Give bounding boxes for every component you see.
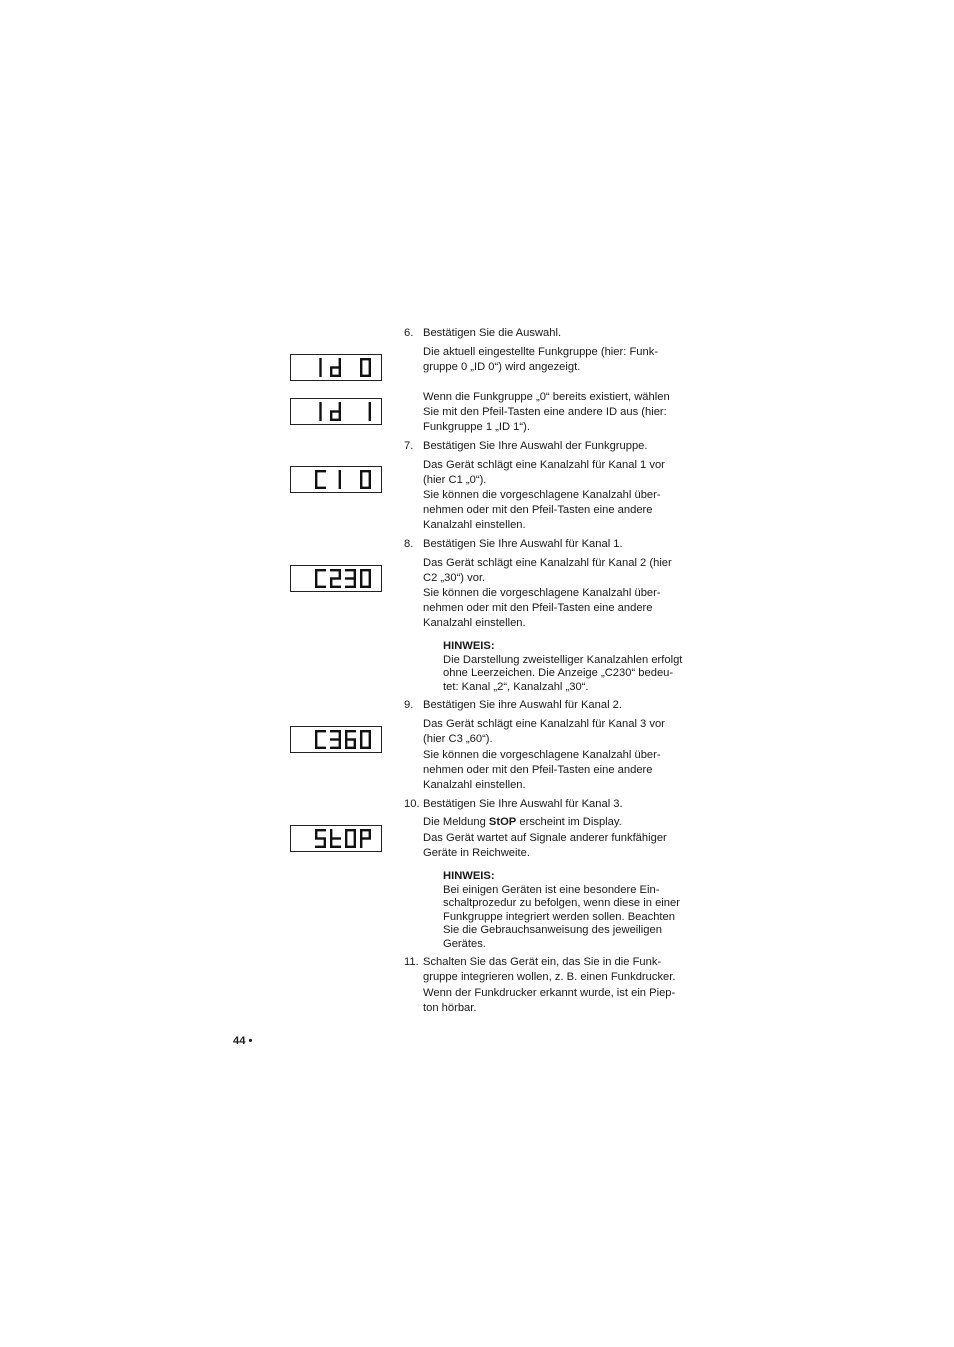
- note-1-title: HINWEIS:: [443, 640, 495, 652]
- lcd-segment: [315, 470, 317, 480]
- lcd-segment: [345, 586, 356, 588]
- page-number: 44 •: [233, 1035, 253, 1047]
- lcd-segment: [360, 358, 362, 368]
- lcd-display-stop: [290, 825, 382, 852]
- lcd-segment: [369, 730, 371, 740]
- stop-keyword: StOP: [488, 816, 517, 828]
- lcd-segment: [360, 730, 362, 740]
- lcd-display-c230: [290, 565, 382, 592]
- step-6-title: Bestätigen Sie die Auswahl.: [423, 327, 562, 339]
- lcd-segment: [369, 829, 371, 839]
- lcd-segment: [339, 480, 341, 490]
- step-9-paragraph-1: Das Gerät schlägt eine Kanalzahl für Kanal 3 vor (hier C3 „60“).: [423, 718, 665, 745]
- step-7-number: 7.: [404, 440, 414, 452]
- lcd-segment: [339, 402, 341, 412]
- note-1: HINWEIS: Die Darstellung zweistelliger Kanalzahlen erfolgt ohne Leerzeichen. Die Anzeige „C230“ bedeu- tet: Kanal „2“, Kanalzahl „30“.: [443, 640, 695, 694]
- step-6-paragraph-2: Wenn die Funkgruppe „0“ bereits existiert, wählen Sie mit den Pfeil-Tasten eine andere ID aus (hier: Funkgruppe 1 „ID 1“).: [423, 391, 670, 433]
- lcd-segment: [360, 480, 362, 490]
- step-11-paragraph-1: Wenn der Funkdrucker erkannt wurde, ist ein Piep- ton hörbar.: [423, 987, 676, 1014]
- step-7-title: Bestätigen Sie Ihre Auswahl der Funkgruppe.: [423, 440, 648, 452]
- lcd-segment: [360, 368, 362, 378]
- step-9-paragraph-2: Sie können die vorgeschlagene Kanalzahl über- nehmen oder mit den Pfeil-Tasten eine andere Kanalzahl einstellen.: [423, 749, 661, 791]
- lcd-segment: [330, 586, 341, 588]
- lcd-segment: [360, 579, 362, 589]
- lcd-segment: [339, 470, 341, 480]
- lcd-segment: [345, 839, 347, 849]
- lcd-segment: [330, 366, 341, 368]
- lcd-segment: [315, 569, 317, 579]
- lcd-segment: [369, 412, 371, 422]
- lcd-segment: [369, 569, 371, 579]
- step-8-paragraph-2: Sie können die vorgeschlagene Kanalzahl über- nehmen oder mit den Pfeil-Tasten eine andere Kanalzahl einstellen.: [423, 587, 661, 629]
- lcd-segment: [360, 740, 362, 750]
- step-8-number: 8.: [404, 538, 414, 550]
- lcd-segment: [315, 747, 326, 749]
- lcd-segment: [330, 747, 341, 749]
- lcd-segment: [319, 402, 321, 421]
- step-9-number: 9.: [404, 699, 414, 711]
- lcd-segment: [360, 839, 362, 849]
- lcd-segment: [315, 846, 326, 848]
- lcd-segment: [330, 410, 341, 412]
- lcd-display-c360: [290, 726, 382, 753]
- note-2: HINWEIS: Bei einigen Geräten ist eine besondere Ein- schaltprozedur zu befolgen, wenn diese in einer Funkgruppe integriert werden sollen. Beachten Sie die Gebrauchsanweisung des jeweiligen Gerätes.: [443, 870, 695, 951]
- lcd-segment: [354, 740, 356, 750]
- lcd-segment: [330, 368, 332, 378]
- lcd-segment: [330, 829, 332, 839]
- lcd-segment: [354, 569, 356, 579]
- lcd-segment: [369, 470, 371, 480]
- step-10-paragraph-2: Das Gerät wartet auf Signale anderer funkfähiger Geräte in Reichweite.: [423, 832, 667, 859]
- lcd-digits: [315, 402, 371, 421]
- lcd-segment: [369, 358, 371, 368]
- lcd-display-id0: [290, 354, 382, 381]
- lcd-segment: [360, 837, 371, 839]
- step-11-title: Schalten Sie das Gerät ein, das Sie in die Funk- gruppe integrieren wollen, z. B. einen Funkdrucker.: [423, 956, 676, 983]
- lcd-digits: [315, 470, 371, 489]
- step-9-title: Bestätigen Sie ihre Auswahl für Kanal 2.: [423, 699, 623, 711]
- lcd-segment: [345, 730, 347, 740]
- step-7-paragraph-1: Das Gerät schlägt eine Kanalzahl für Kanal 1 vor (hier C1 „0“).: [423, 459, 665, 486]
- note-2-title: HINWEIS:: [443, 870, 495, 882]
- step-11-number: 11.: [404, 956, 419, 968]
- lcd-segment: [330, 846, 341, 848]
- step-8-title: Bestätigen Sie Ihre Auswahl für Kanal 1.: [423, 538, 623, 550]
- lcd-segment: [319, 358, 321, 377]
- step-10-number: 10.: [404, 798, 420, 810]
- step-10-title: Bestätigen Sie Ihre Auswahl für Kanal 3.: [423, 798, 623, 810]
- lcd-segment: [354, 829, 356, 839]
- lcd-segment: [339, 358, 341, 368]
- lcd-segment: [315, 586, 326, 588]
- lcd-digits: [315, 730, 371, 749]
- lcd-segment: [339, 730, 341, 740]
- step-6-number: 6.: [404, 327, 414, 339]
- lcd-digits: [315, 569, 371, 588]
- lcd-segment: [330, 412, 332, 422]
- lcd-segment: [339, 569, 341, 579]
- lcd-segment: [360, 569, 362, 579]
- step-6-paragraph-1: Die aktuell eingestellte Funkgruppe (hier: Funk- gruppe 0 „ID 0“) wird angezeigt.: [423, 346, 659, 373]
- step-10-paragraph-1: Die Meldung StOP erscheint im Display.: [423, 816, 622, 828]
- lcd-digits: [315, 829, 371, 848]
- lcd-display-c1-0: [290, 466, 382, 493]
- lcd-display-id1: [290, 398, 382, 425]
- lcd-segment: [360, 829, 362, 839]
- lcd-segment: [315, 730, 317, 740]
- lcd-segment: [360, 470, 362, 480]
- lcd-segment: [315, 487, 326, 489]
- lcd-digits: [315, 358, 371, 377]
- lcd-segment: [369, 402, 371, 412]
- step-8-paragraph-1: Das Gerät schlägt eine Kanalzahl für Kanal 2 (hier C2 „30“) vor.: [423, 557, 672, 584]
- lcd-segment: [345, 829, 347, 839]
- step-7-paragraph-2: Sie können die vorgeschlagene Kanalzahl über- nehmen oder mit den Pfeil-Tasten eine andere Kanalzahl einstellen.: [423, 489, 661, 531]
- lcd-segment: [315, 829, 317, 839]
